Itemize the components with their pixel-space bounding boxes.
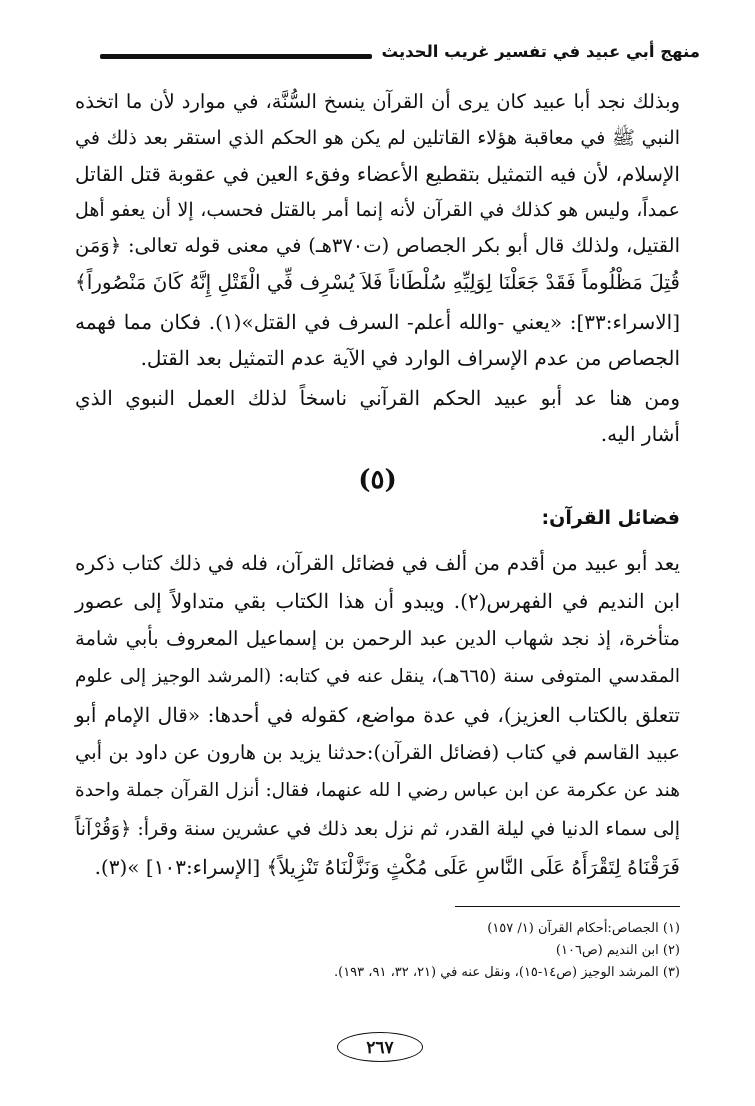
section-heading: فضائل القرآن: — [541, 507, 680, 529]
header-rule — [100, 54, 372, 59]
footnote: (٣) المرشد الوجيز (ص١٤-١٥)، ونقل عنه في (٢١، ٣٢، ٩١، ١٩٣). — [333, 965, 680, 980]
page-number: ٢٦٧ — [337, 1032, 423, 1062]
text-line: الإسلام، لأن فيه التمثيل بتقطيع الأعضاء وفقء العين في عقوبة قتل القاتل — [75, 162, 680, 186]
text-line: هند عن عكرمة عن ابن عباس رضي ا لله عنهما، فقال: أنزل القرآن جملة واحدة — [75, 780, 680, 801]
text-line: متأخرة، إذ نجد شهاب الدين عبد الرحمن بن إسماعيل المعروف بأبي شامة — [75, 627, 680, 650]
text-line: الجصاص من عدم الإسراف الوارد في الآية عدم التمثيل بعد القتل. — [140, 346, 680, 370]
running-header — [100, 42, 700, 70]
text-line: ابن النديم في الفهرس(٢). ويبدو أن هذا الكتاب بقي متداولاً إلى عصور — [75, 589, 680, 613]
footnote: (١) الجصاص:أحكام القرآن (١/ ١٥٧) — [487, 921, 680, 936]
footnote: (٢) ابن النديم (ص١٠٦) — [555, 943, 680, 958]
text-line: أشار اليه. — [600, 422, 680, 446]
text-line: المقدسي المتوفى سنة (٦٦٥هـ)، ينقل عنه في كتابه: (المرشد الوجيز إلى علوم — [75, 666, 680, 687]
text-line: عبيد القاسم في كتاب (فضائل القرآن):حدثنا يزيد بن هارون عن داود بن أبي — [75, 741, 680, 764]
section-number: (٥) — [358, 465, 397, 495]
text-line: عمداً، وليس هو كذلك في القرآن لأنه إنما أمر بالقتل فحسب، إلا أن يعفو أهل — [75, 199, 680, 221]
text-line: تتعلق بالكتاب العزيز)، في عدة مواضع، كقوله في أحدها: «قال الإمام أبو — [75, 703, 680, 727]
quran-verse-line: فَرَقْنَاهُ لِتَقْرَأَهُ عَلَى النَّاسِ عَلَى مُكْثٍ وَنَزَّلْنَاهُ تَنْزِيلاً﴾ [الإسراء:١٠٣] »(٣). — [94, 855, 680, 879]
footnote-divider — [455, 906, 680, 907]
text-line: ومن هنا عد أبو عبيد الحكم القرآني ناسخاً لذلك العمل النبوي الذي — [75, 386, 680, 410]
text-line: وبذلك نجد أبا عبيد كان يرى أن القرآن ينسخ السُّنَّة، في موارد لأن ما اتخذه — [75, 90, 680, 113]
text-line: [الاسراء:٣٣]: «يعني -والله أعلم- السرف في القتل»(١). فكان مما فهمه — [75, 310, 680, 334]
text-line: النبي ﷺ في معاقبة هؤلاء القاتلين لم يكن هو الحكم الذي استقر بعد ذلك في — [75, 127, 680, 149]
book-title: منهج أبي عبيد في تفسير غريب الحديث — [381, 42, 700, 61]
quran-verse-line: قُتِلَ مَظْلُوماً فَقَدْ جَعَلْنَا لِوَلِيِّهِ سُلْطَاناً فَلاَ يُسْرِف فِّي الْقَتْلِ إِنَّهُ كَانَ مَنْصُوراً﴾ — [74, 270, 680, 294]
text-line: إلى سماء الدنيا في ليلة القدر، ثم نزل بعد ذلك في عشرين سنة وقرأ: ﴿وَقُرْآناً — [75, 818, 680, 840]
text-line: القتيل، ولذلك قال أبو بكر الجصاص (ت٣٧٠هـ) في معنى قوله تعالى: ﴿وَمَن — [75, 234, 681, 257]
text-line: يعد أبو عبيد من أقدم من ألف في فضائل القرآن، فله في ذلك كتاب ذكره — [75, 551, 680, 575]
